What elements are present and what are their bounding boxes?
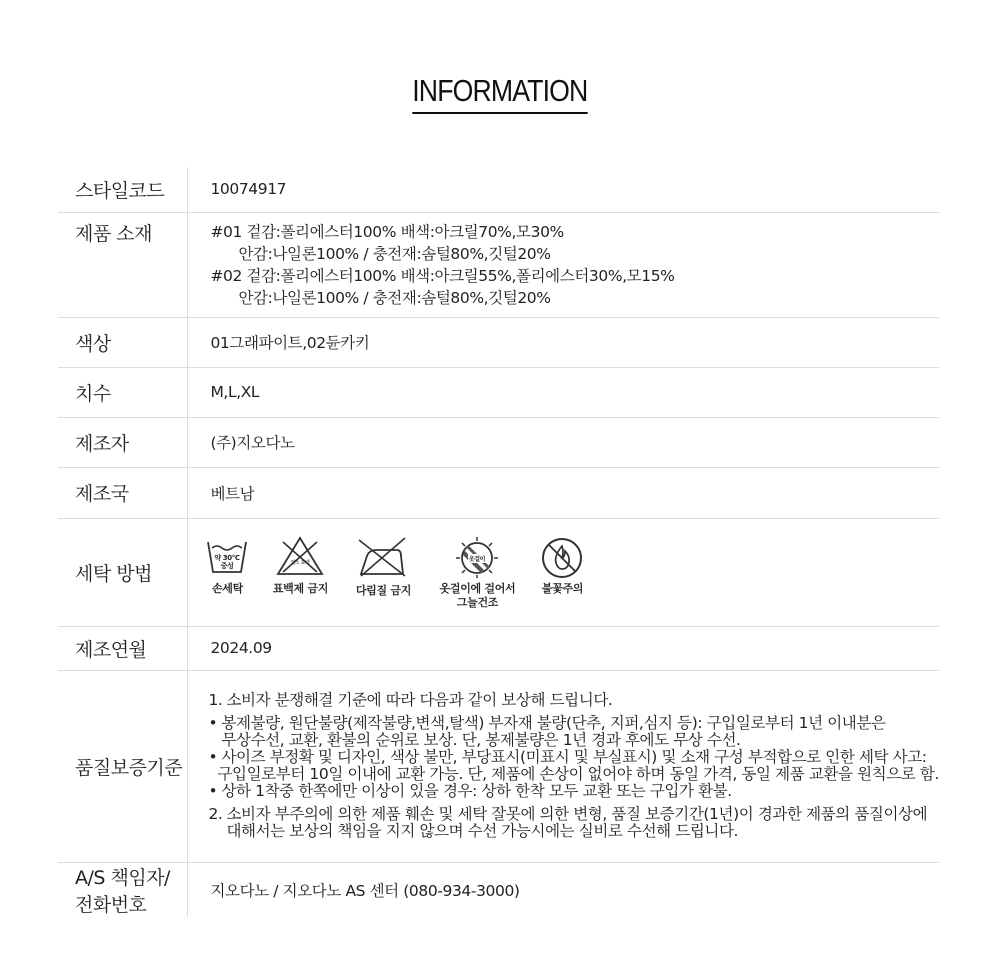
material-label: 제품 소재 — [58, 212, 188, 317]
style-code-value: 10074917 — [188, 167, 939, 212]
quality-label: 품질보증기준 — [58, 670, 188, 862]
care-caption-line: 그늘건조 — [456, 596, 499, 609]
row-washing — [58, 518, 939, 626]
quality-item — [208, 749, 939, 783]
quality-item — [208, 806, 939, 840]
row-as — [58, 862, 939, 917]
care-no-bleach — [270, 536, 330, 596]
color-value: 01그래파이트,02듄카키 — [188, 317, 939, 367]
row-country — [58, 467, 939, 518]
care-icons — [210, 534, 939, 610]
date-value: 2024.09 — [188, 626, 939, 670]
quality-line: 사이즈 부정확 및 디자인, 색상 불만, 부당표시(미표시 및 부실표시) 및 소재 구성 부적합으로 인한 세탁 사고: — [221, 748, 927, 766]
quality-marker: 2. — [208, 805, 223, 823]
country-label: 제조국 — [58, 467, 188, 518]
quality-marker: • — [208, 714, 218, 732]
care-caption: 다림질 금지 — [355, 584, 412, 597]
no-bleach-text: 염소 표백 — [290, 560, 310, 566]
material-line: 안감:나일론100% / 충전재:솜털80%,깃털20% — [238, 244, 551, 263]
hand-wash-icon — [206, 536, 248, 576]
size-value: M,L,XL — [188, 367, 939, 417]
care-caption-line: 옷걸이에 걸어서 — [439, 582, 516, 595]
quality-marker: • — [208, 782, 218, 800]
care-caption — [440, 582, 516, 610]
style-code-label: 스타일코드 — [58, 167, 188, 212]
care-hang-dry-shade — [437, 536, 517, 610]
quality-line: 소비자 부주의에 의한 제품 훼손 및 세탁 잘못에 의한 변형, 품질 보증기간(1년)이 경과한 제품의 품질이상에 — [226, 805, 928, 823]
no-bleach-icon — [275, 536, 325, 576]
row-size — [58, 367, 939, 417]
material-line: #02 겉감:폴리에스터100% 배색:아크릴55%,폴리에스터30%,모15% — [210, 266, 675, 285]
quality-value — [188, 670, 939, 862]
as-label: A/S 책임자/전화번호 — [58, 862, 188, 917]
quality-marker: 1. — [208, 691, 223, 709]
quality-line: 구입일로부터 10일 이내에 교환 가능. 단, 제품에 손상이 없어야 하며 동일 가격, 동일 제품 교환을 원칙으로 함. — [217, 765, 939, 783]
manufacturer-value: (주)지오다노 — [188, 417, 939, 467]
care-caption: 손세탁 — [211, 582, 243, 595]
quality-item — [208, 783, 939, 800]
row-manufacturer — [58, 417, 939, 467]
quality-line: 대해서는 보상의 책임을 지지 않으며 수선 가능시에는 실비로 수선해 드립니다. — [226, 822, 739, 840]
quality-line: 상하 1착중 한쪽에만 이상이 있을 경우: 상하 한착 모두 교환 또는 구입가 환불. — [221, 782, 732, 800]
care-fire-caution — [539, 536, 585, 596]
hanger-text: 옷걸이 — [469, 556, 486, 563]
quality-item — [208, 715, 939, 749]
material-value — [188, 212, 939, 317]
washing-value — [188, 518, 939, 626]
care-no-iron — [353, 536, 413, 598]
page-title-wrap — [0, 73, 1000, 114]
date-label: 제조연월 — [58, 626, 188, 670]
material-line: #01 겉감:폴리에스터100% 배색:아크릴70%,모30% — [210, 222, 564, 241]
care-hand-wash — [206, 536, 248, 596]
fire-caution-icon — [540, 536, 584, 580]
quality-line: 소비자 분쟁해결 기준에 따라 다음과 같이 보상해 드립니다. — [226, 691, 613, 709]
material-line: 안감:나일론100% / 충전재:솜털80%,깃털20% — [238, 288, 551, 307]
hand-wash-detergent: 중성 — [221, 562, 234, 570]
color-label: 색상 — [58, 317, 188, 367]
row-quality — [58, 670, 939, 862]
care-caption: 표백제 금지 — [272, 582, 329, 595]
manufacturer-label: 제조자 — [58, 417, 188, 467]
quality-line: 무상수선, 교환, 환불의 순위로 보상. 단, 봉제불량은 1년 경과 후에도 무상 수선. — [221, 731, 741, 749]
no-iron-icon — [357, 536, 409, 578]
row-style-code — [58, 167, 939, 212]
row-material — [58, 212, 939, 317]
row-date — [58, 626, 939, 670]
information-table — [58, 167, 939, 917]
page-title: INFORMATION — [412, 73, 587, 114]
row-color — [58, 317, 939, 367]
quality-item — [208, 692, 939, 709]
quality-line: 봉제불량, 원단불량(제작불량,변색,탈색) 부자재 불량(단추, 지퍼,심지 등): 구입일로부터 1년 이내분은 — [221, 714, 886, 732]
washing-label: 세탁 방법 — [58, 518, 188, 626]
quality-marker: • — [208, 748, 218, 766]
hang-dry-shade-icon — [455, 536, 499, 578]
hand-wash-temp: 약 30°C — [214, 554, 241, 562]
care-caption: 불꽃주의 — [541, 582, 584, 595]
size-label: 치수 — [58, 367, 188, 417]
as-value: 지오다노 / 지오다노 AS 센터 (080-934-3000) — [210, 881, 520, 900]
country-value: 베트남 — [188, 467, 939, 518]
